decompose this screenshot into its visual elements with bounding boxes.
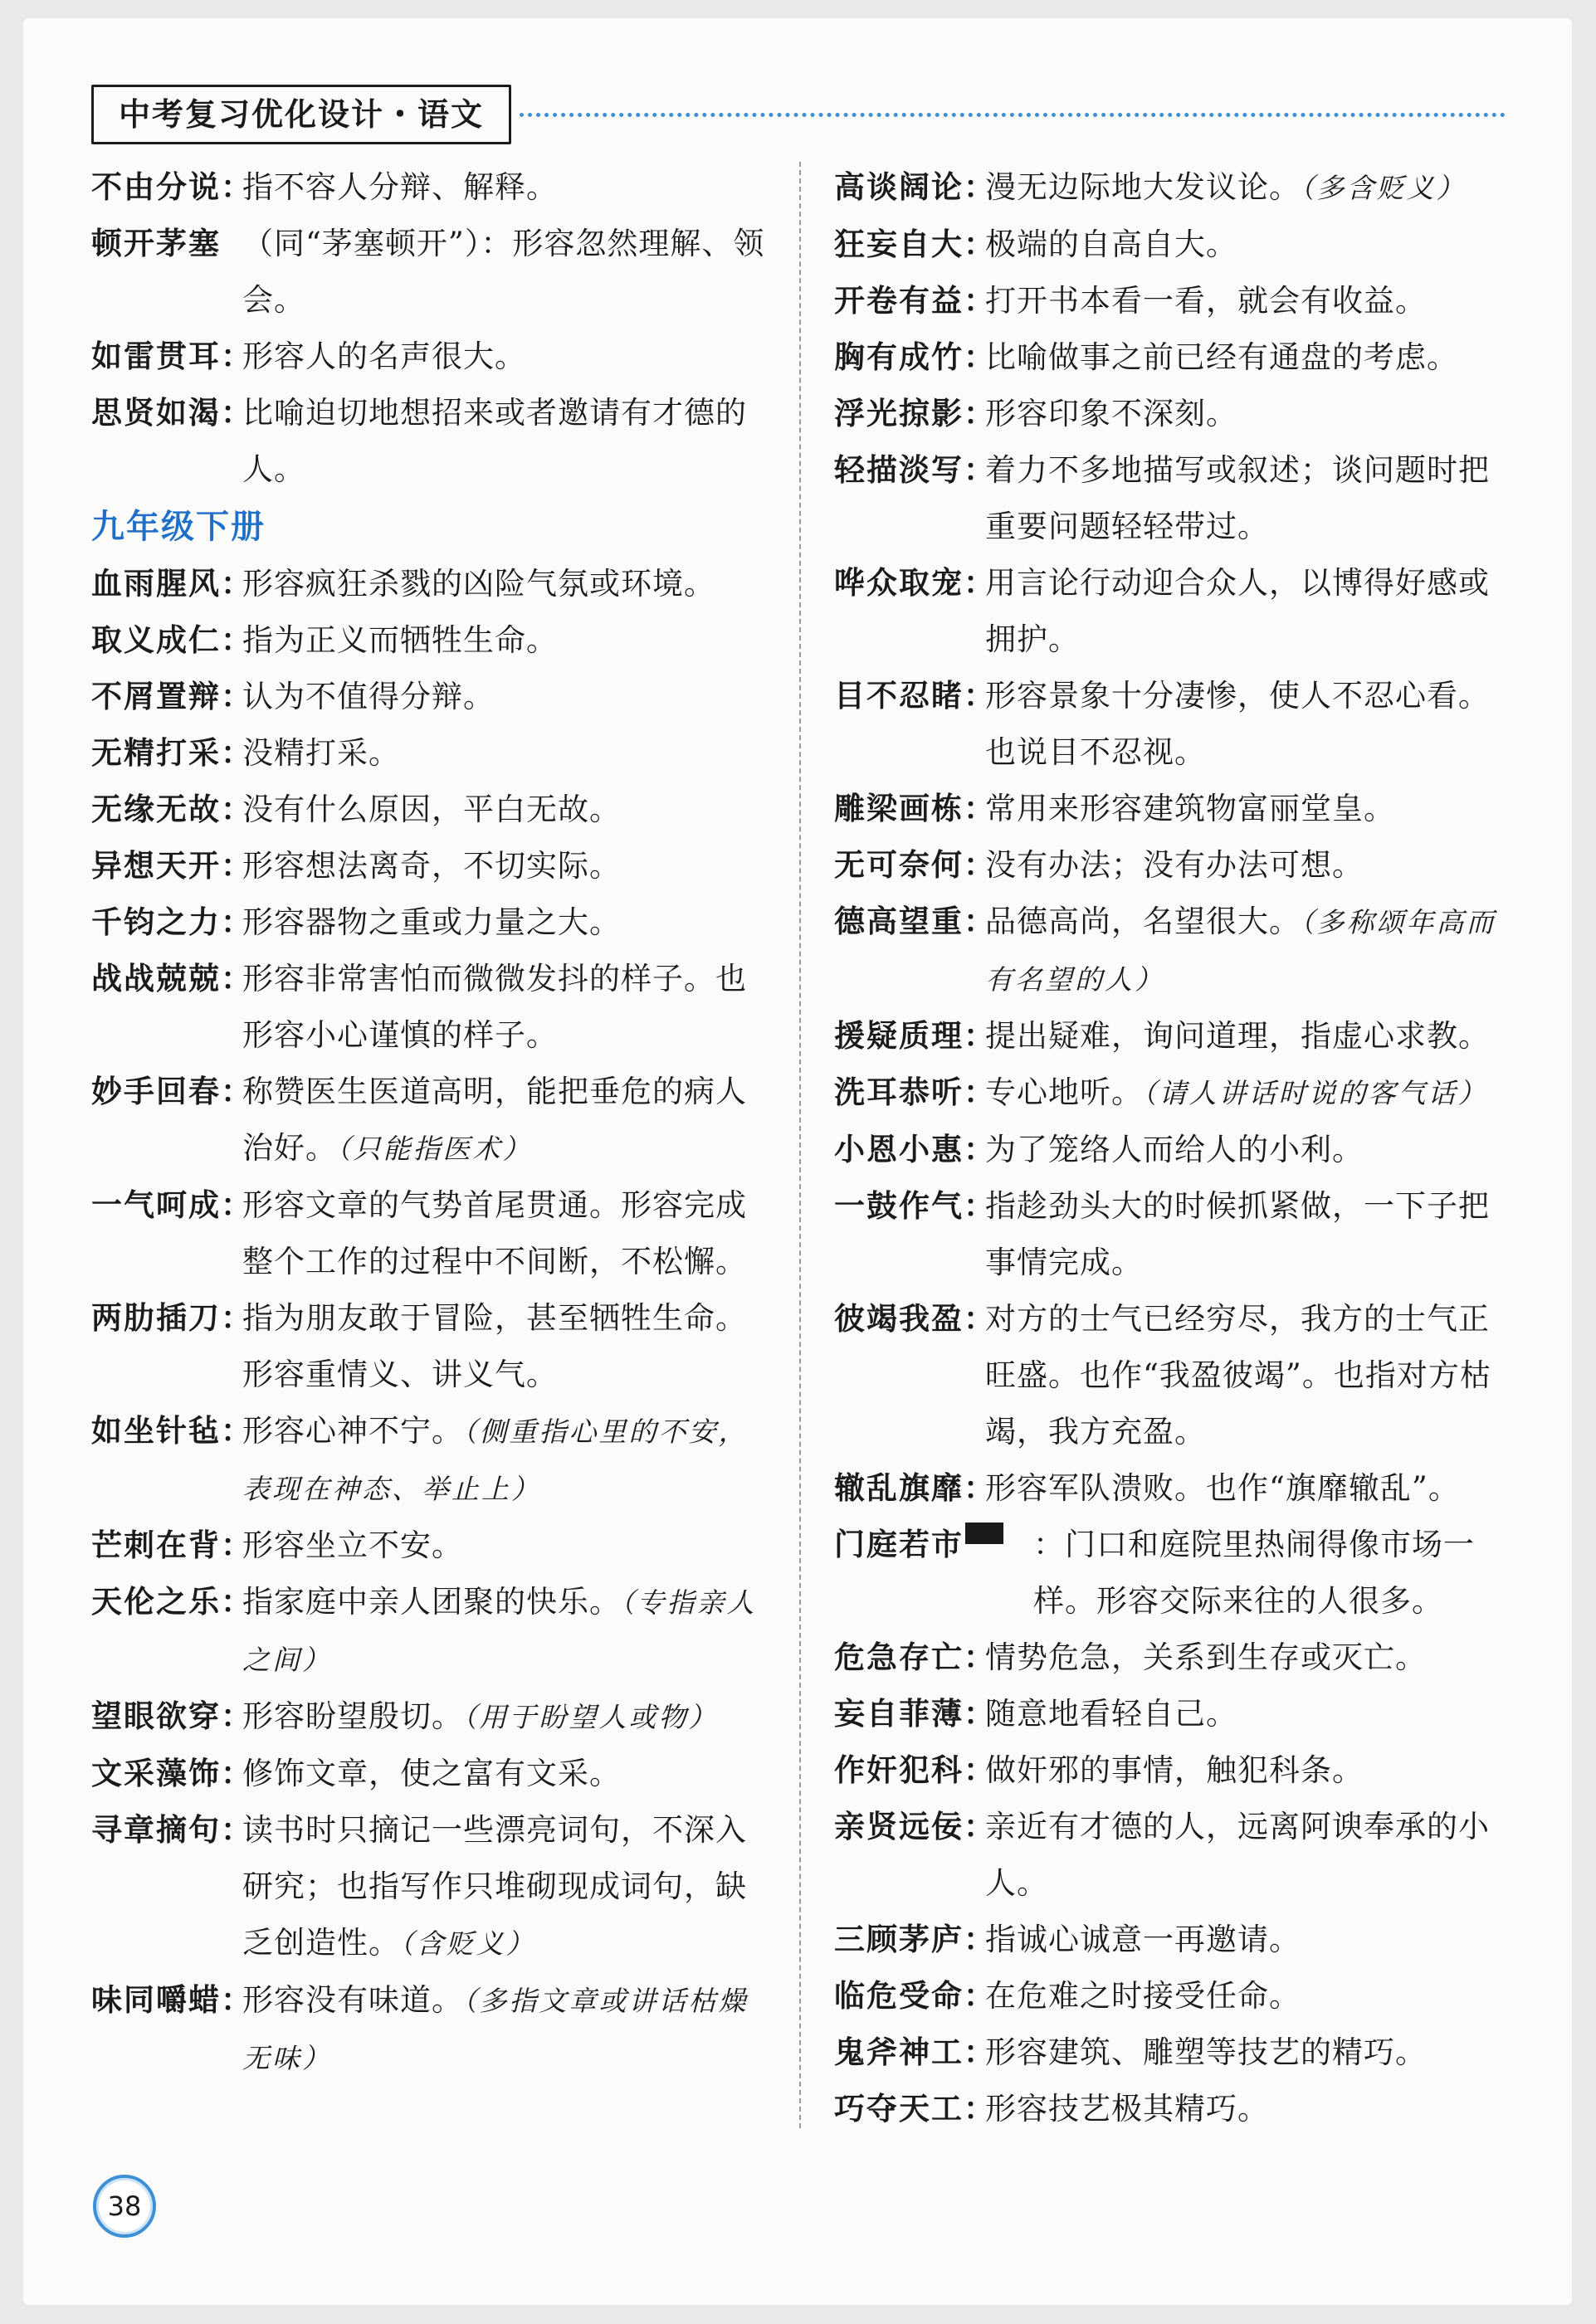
idiom-term-text: 两肋插刀：: [91, 1300, 253, 1336]
idiom-term: [91, 894, 253, 951]
idiom-entry: [834, 1008, 1515, 1065]
idiom-entry: [91, 1177, 776, 1290]
idiom-definition-text: 提出疑难，询问道理，指虚心求教。: [985, 1018, 1490, 1054]
idiom-term: [834, 1460, 996, 1517]
black-marker-icon: [965, 1523, 1003, 1544]
idiom-definition-text: 形容坐立不安。: [242, 1527, 463, 1563]
idiom-term-text: 临危受命：: [834, 1978, 996, 2014]
idiom-definition-text: 指家庭中亲人团聚的快乐。: [242, 1584, 621, 1620]
idiom-definition: [985, 837, 1515, 894]
idiom-entry: [834, 1686, 1515, 1742]
idiom-term: [91, 385, 253, 498]
idiom-term: [834, 386, 996, 442]
idiom-definition-text: 形容器物之重或力量之大。: [242, 904, 621, 940]
idiom-term-text: 小恩小惠：: [834, 1132, 996, 1167]
idiom-definition: [985, 217, 1515, 273]
idiom-definition: [1033, 1517, 1515, 1630]
idiom-term-text: 辙乱旗靡：: [834, 1470, 996, 1506]
idiom-term: [834, 555, 996, 668]
idiom-term: [834, 217, 996, 273]
idiom-term: [91, 1688, 253, 1746]
idiom-entry: [91, 1403, 776, 1518]
idiom-term: [834, 1517, 1033, 1630]
idiom-entry: [91, 216, 776, 329]
idiom-definition-text: 打开书本看一看，就会有收益。: [985, 283, 1427, 319]
idiom-definition-text: 修饰文章，使之富有文采。: [242, 1756, 621, 1791]
idiom-entry: [91, 838, 776, 894]
idiom-definition: [985, 273, 1515, 329]
idiom-term-text: 思贤如渴：: [91, 395, 253, 431]
idiom-definition-text: 着力不多地描写或叙述；谈问题时把重要问题轻轻带过。: [985, 452, 1490, 544]
idiom-term: [834, 781, 996, 837]
idiom-definition-text: 形容非常害怕而微微发抖的样子。也形容小心谨慎的样子。: [242, 961, 747, 1053]
idiom-entry: [834, 1291, 1515, 1460]
idiom-definition-text: 做奸邪的事情，触犯科条。: [985, 1752, 1364, 1788]
idiom-definition: [985, 159, 1515, 217]
idiom-definition: [242, 1688, 776, 1746]
idiom-term: [91, 782, 253, 838]
idiom-term: [91, 1064, 253, 1177]
idiom-term: [834, 1799, 996, 1912]
idiom-entry: [834, 442, 1515, 555]
idiom-term: [834, 837, 996, 894]
idiom-definition: [985, 555, 1515, 668]
idiom-term-text: 彼竭我盈：: [834, 1301, 996, 1337]
idiom-entry: [834, 329, 1515, 386]
idiom-definition: [242, 159, 776, 216]
idiom-term-text: 德高望重：: [834, 904, 996, 939]
idiom-entry: [834, 837, 1515, 894]
idiom-definition-text: 指不容人分辩、解释。: [242, 169, 558, 205]
right-column: [834, 159, 1515, 2137]
idiom-term: [834, 1291, 996, 1460]
idiom-definition: [242, 1177, 776, 1290]
idiom-term-text: 寻章摘句：: [91, 1812, 253, 1848]
idiom-definition-text: 形容疯狂杀戮的凶险气氛或环境。: [242, 566, 715, 602]
idiom-entry: [91, 556, 776, 612]
idiom-definition-text: （同“茅塞顿开”）：形容忽然理解、领会。: [242, 226, 765, 318]
idiom-entry: [834, 386, 1515, 442]
idiom-term-text: 芒刺在背：: [91, 1527, 253, 1563]
idiom-term-text: 开卷有益：: [834, 283, 996, 319]
idiom-definition-text: 专心地听。: [985, 1074, 1143, 1110]
idiom-term: [834, 1742, 996, 1799]
idiom-definition: [242, 669, 776, 725]
idiom-usage-note: （侧重指心里的不安，表现在神态、举止上）: [242, 1415, 749, 1505]
idiom-term: [834, 442, 996, 555]
idiom-term-text: 取义成仁：: [91, 622, 253, 658]
idiom-entry: [91, 159, 776, 216]
idiom-term-text: 无精打采：: [91, 735, 253, 771]
idiom-term: [91, 1177, 253, 1290]
idiom-entry: [834, 1460, 1515, 1517]
idiom-definition-text: 为了笼络人而给人的小利。: [985, 1132, 1364, 1167]
idiom-entry: [834, 217, 1515, 273]
idiom-entry: [91, 1574, 776, 1688]
idiom-term-text: 如坐针毡：: [91, 1413, 253, 1449]
idiom-entry: [834, 894, 1515, 1008]
idiom-definition: [985, 1460, 1515, 1517]
idiom-definition: [985, 1178, 1515, 1291]
idiom-term-text: 一鼓作气：: [834, 1188, 996, 1224]
idiom-definition-text: 在危难之时接受任命。: [985, 1978, 1301, 2014]
idiom-term: [834, 1686, 996, 1742]
idiom-definition-text: 比喻迫切地想招来或者邀请有才德的人。: [242, 395, 747, 487]
idiom-definition-text: 对方的士气已经穷尽，我方的士气正旺盛。也作“我盈彼竭”。也指对方枯竭，我方充盈。: [985, 1301, 1491, 1449]
idiom-term: [834, 894, 996, 1008]
idiom-definition-text: 没精打采。: [242, 735, 400, 771]
idiom-definition: [242, 1746, 776, 1802]
idiom-usage-note: （多称颂年高而有名望的人）: [985, 906, 1496, 996]
idiom-definition-text: 漫无边际地大发议论。: [985, 169, 1301, 205]
idiom-entry: [834, 2081, 1515, 2137]
idiom-definition-text: 品德高尚，名望很大。: [985, 904, 1301, 939]
idiom-term: [834, 2024, 996, 2081]
idiom-term: [91, 1972, 253, 2087]
idiom-entry: [834, 2024, 1515, 2081]
idiom-definition-text: 形容景象十分凄惨，使人不忍心看。也说目不忍视。: [985, 678, 1490, 770]
idiom-definition: [242, 1403, 776, 1518]
idiom-usage-note: （含贬义）: [400, 1927, 536, 1960]
idiom-definition: [242, 725, 776, 782]
idiom-definition-text: 形容建筑、雕塑等技艺的精巧。: [985, 2034, 1427, 2070]
idiom-entry: [834, 1065, 1515, 1122]
idiom-entry: [91, 725, 776, 782]
idiom-definition-text: 指诚心诚意一再邀请。: [985, 1922, 1301, 1957]
idiom-definition: [985, 668, 1515, 781]
idiom-definition: [242, 951, 776, 1064]
idiom-definition: [985, 1291, 1515, 1460]
idiom-definition-text: 比喻做事之前已经有通盘的考虑。: [985, 339, 1458, 375]
idiom-term-text: 狂妄自大：: [834, 227, 996, 262]
idiom-term-text: 不由分说：: [91, 169, 253, 205]
idiom-definition: [985, 1630, 1515, 1686]
idiom-entry: [834, 1517, 1515, 1630]
idiom-definition-text: 形容人的名声很大。: [242, 339, 526, 374]
idiom-definition-text: 读书时只摘记一些漂亮词句，不深入研究；也指写作只堆砌现成词句，缺乏创造性。: [242, 1812, 747, 1961]
idiom-definition-text: 形容没有味道。: [242, 1982, 463, 2018]
idiom-entry: [834, 668, 1515, 781]
idiom-term-text: 门庭若市: [834, 1527, 964, 1562]
idiom-term-text: 顿开茅塞: [91, 226, 221, 261]
idiom-term-text: 妙手回春：: [91, 1074, 253, 1109]
idiom-entry: [834, 1742, 1515, 1799]
idiom-term: [91, 1802, 253, 1972]
idiom-definition: [242, 1802, 776, 1972]
idiom-term-text: 异想天开：: [91, 848, 253, 884]
idiom-term: [91, 329, 253, 385]
idiom-term-text: 望眼欲穿：: [91, 1698, 253, 1734]
idiom-term-text: 血雨腥风：: [91, 566, 253, 602]
idiom-term: [834, 329, 996, 386]
idiom-term-text: 无可奈何：: [834, 847, 996, 883]
idiom-usage-note: （专指亲人之间）: [242, 1586, 757, 1676]
idiom-entry: [834, 1630, 1515, 1686]
idiom-term: [91, 612, 253, 669]
idiom-definition: [985, 781, 1515, 837]
idiom-definition: [242, 385, 776, 498]
idiom-definition: [242, 782, 776, 838]
idiom-term-text: 危急存亡：: [834, 1639, 996, 1675]
idiom-usage-note: （多含贬义）: [1301, 172, 1467, 204]
idiom-term-text: 作奸犯科：: [834, 1752, 996, 1788]
idiom-definition-text: 形容心神不宁。: [242, 1413, 463, 1449]
idiom-term: [91, 159, 253, 216]
idiom-definition-text: 指为朋友敢于冒险，甚至牺牲生命。形容重情义、讲义气。: [242, 1300, 747, 1392]
idiom-entry: [91, 385, 776, 498]
idiom-definition: [242, 1972, 776, 2087]
idiom-definition-text: ：门口和庭院里热闹得像市场一样。形容交际来往的人很多。: [1033, 1527, 1475, 1619]
idiom-definition: [242, 612, 776, 669]
idiom-entry: [834, 1122, 1515, 1178]
section-heading: 九年级下册: [91, 508, 266, 546]
idiom-entry: [834, 1799, 1515, 1912]
idiom-entry: [834, 1912, 1515, 1968]
idiom-term-text: 高谈阔论：: [834, 169, 996, 205]
idiom-entry: [91, 1802, 776, 1972]
idiom-entry: [91, 612, 776, 669]
idiom-term-text: 战战兢兢：: [91, 961, 253, 996]
idiom-term: [834, 1008, 996, 1065]
idiom-term-text: 洗耳恭听：: [834, 1074, 996, 1110]
idiom-term-text: 胸有成竹：: [834, 339, 996, 375]
idiom-term-text: 千钧之力：: [91, 904, 253, 940]
idiom-term-text: 轻描淡写：: [834, 452, 996, 488]
idiom-definition-text: 形容文章的气势首尾贯通。形容完成整个工作的过程中不间断，不松懈。: [242, 1187, 747, 1279]
idiom-definition: [985, 894, 1515, 1008]
idiom-term-text: 一气呵成：: [91, 1187, 253, 1223]
idiom-entry: [91, 1746, 776, 1802]
idiom-definition: [985, 1742, 1515, 1799]
page-number: 38: [93, 2175, 156, 2238]
idiom-term: [91, 1518, 253, 1574]
idiom-term-text: 无缘无故：: [91, 792, 253, 827]
idiom-term: [91, 1403, 253, 1518]
idiom-definition-text: 常用来形容建筑物富丽堂皇。: [985, 791, 1395, 826]
idiom-definition-text: 用言论行动迎合众人，以博得好感或拥护。: [985, 565, 1490, 657]
idiom-definition-text: 形容印象不深刻。: [985, 396, 1237, 431]
idiom-term: [834, 1968, 996, 2024]
idiom-term-text: 妄自菲薄：: [834, 1696, 996, 1732]
idiom-definition-text: 极端的自高自大。: [985, 227, 1237, 262]
idiom-entry: [91, 894, 776, 951]
idiom-definition-text: 指为正义而牺牲生命。: [242, 622, 558, 658]
idiom-term: [834, 1122, 996, 1178]
idiom-entry: [91, 1064, 776, 1177]
idiom-entry: [834, 1968, 1515, 2024]
idiom-term: [834, 1178, 996, 1291]
idiom-definition: [985, 1122, 1515, 1178]
idiom-definition-text: 形容盼望殷切。: [242, 1698, 463, 1734]
idiom-term: [834, 1912, 996, 1968]
idiom-definition: [242, 838, 776, 894]
column-divider: [799, 162, 801, 2128]
idiom-term-text: 文采藻饰：: [91, 1756, 253, 1791]
idiom-entry: [91, 1518, 776, 1574]
idiom-entry: [834, 273, 1515, 329]
idiom-definition-text: 没有什么原因，平白无故。: [242, 792, 621, 827]
idiom-definition-text: 形容想法离奇，不切实际。: [242, 848, 621, 884]
idiom-definition: [985, 2081, 1515, 2137]
idiom-term: [91, 1290, 253, 1403]
idiom-term-text: 目不忍睹：: [834, 678, 996, 714]
idiom-term: [834, 159, 996, 217]
idiom-definition-text: 形容军队溃败。也作“旗靡辙乱”。: [985, 1470, 1460, 1506]
idiom-definition: [242, 1574, 776, 1688]
idiom-definition-text: 没有办法；没有办法可想。: [985, 847, 1364, 883]
idiom-term-text: 哗众取宠：: [834, 565, 996, 601]
idiom-definition-text: 认为不值得分辩。: [242, 679, 495, 714]
idiom-usage-note: （多指文章或讲话枯燥无味）: [242, 1985, 749, 2074]
idiom-definition-text: 随意地看轻自己。: [985, 1696, 1237, 1732]
idiom-term-text: 雕梁画栋：: [834, 791, 996, 826]
idiom-term-text: 三顾茅庐：: [834, 1922, 996, 1957]
idiom-term-text: 巧夺天工：: [834, 2091, 996, 2127]
idiom-definition: [985, 1968, 1515, 2024]
idiom-entry: [834, 159, 1515, 217]
idiom-entry: [91, 782, 776, 838]
header-title: 中考复习优化设计・语文: [91, 85, 511, 144]
idiom-definition: [242, 1290, 776, 1403]
idiom-definition: [985, 1065, 1515, 1122]
idiom-entry: [91, 1290, 776, 1403]
idiom-term: [91, 725, 253, 782]
idiom-definition: [985, 2024, 1515, 2081]
idiom-entry: [834, 555, 1515, 668]
idiom-entry: [834, 781, 1515, 837]
idiom-usage-note: （请人讲话时说的客气话）: [1143, 1077, 1488, 1109]
idiom-term: [834, 668, 996, 781]
idiom-term: [91, 1574, 253, 1688]
idiom-definition: [242, 329, 776, 385]
idiom-entry: [91, 1972, 776, 2087]
idiom-term: [91, 838, 253, 894]
idiom-definition: [242, 1518, 776, 1574]
idiom-term: [834, 1065, 996, 1122]
idiom-definition-text: 形容技艺极其精巧。: [985, 2091, 1269, 2127]
idiom-definition-text: 指趁劲头大的时候抓紧做，一下子把事情完成。: [985, 1188, 1490, 1280]
idiom-term: [91, 556, 253, 612]
idiom-definition: [985, 329, 1515, 386]
idiom-definition-text: 情势危急，关系到生存或灭亡。: [985, 1639, 1427, 1675]
idiom-term: [834, 1630, 996, 1686]
idiom-definition-text: 称赞医生医道高明，能把垂危的病人治好。: [242, 1074, 747, 1166]
idiom-term: [91, 669, 253, 725]
idiom-definition: [985, 1008, 1515, 1065]
idiom-term-text: 味同嚼蜡：: [91, 1982, 253, 2018]
idiom-entry: [91, 669, 776, 725]
idiom-entry: [91, 329, 776, 385]
idiom-term-text: 援疑质理：: [834, 1018, 996, 1054]
idiom-definition: [985, 386, 1515, 442]
idiom-usage-note: （用于盼望人或物）: [463, 1701, 719, 1733]
idiom-entry: [834, 1178, 1515, 1291]
idiom-definition: [242, 1064, 776, 1177]
idiom-term-text: 亲贤远佞：: [834, 1809, 996, 1844]
idiom-term: [91, 216, 242, 329]
idiom-term: [834, 2081, 996, 2137]
idiom-definition: [242, 556, 776, 612]
idiom-entry: [91, 1688, 776, 1746]
idiom-term-text: 如雷贯耳：: [91, 339, 253, 374]
idiom-definition: [985, 1686, 1515, 1742]
idiom-term: [91, 951, 253, 1064]
idiom-term-text: 鬼斧神工：: [834, 2034, 996, 2070]
idiom-usage-note: （只能指医术）: [337, 1133, 533, 1165]
left-column: [91, 159, 776, 2087]
idiom-term: [834, 273, 996, 329]
idiom-definition: [242, 216, 776, 329]
idiom-term-text: 天伦之乐：: [91, 1584, 253, 1620]
idiom-definition: [985, 442, 1515, 555]
header-dotted-rule: [520, 113, 1506, 117]
idiom-definition: [985, 1912, 1515, 1968]
idiom-definition: [985, 1799, 1515, 1912]
idiom-definition: [242, 894, 776, 951]
idiom-term-text: 不屑置辩：: [91, 679, 253, 714]
idiom-term-text: 浮光掠影：: [834, 396, 996, 431]
idiom-definition-text: 亲近有才德的人，远离阿谀奉承的小人。: [985, 1809, 1490, 1901]
idiom-entry: [91, 951, 776, 1064]
idiom-term: [91, 1746, 253, 1802]
